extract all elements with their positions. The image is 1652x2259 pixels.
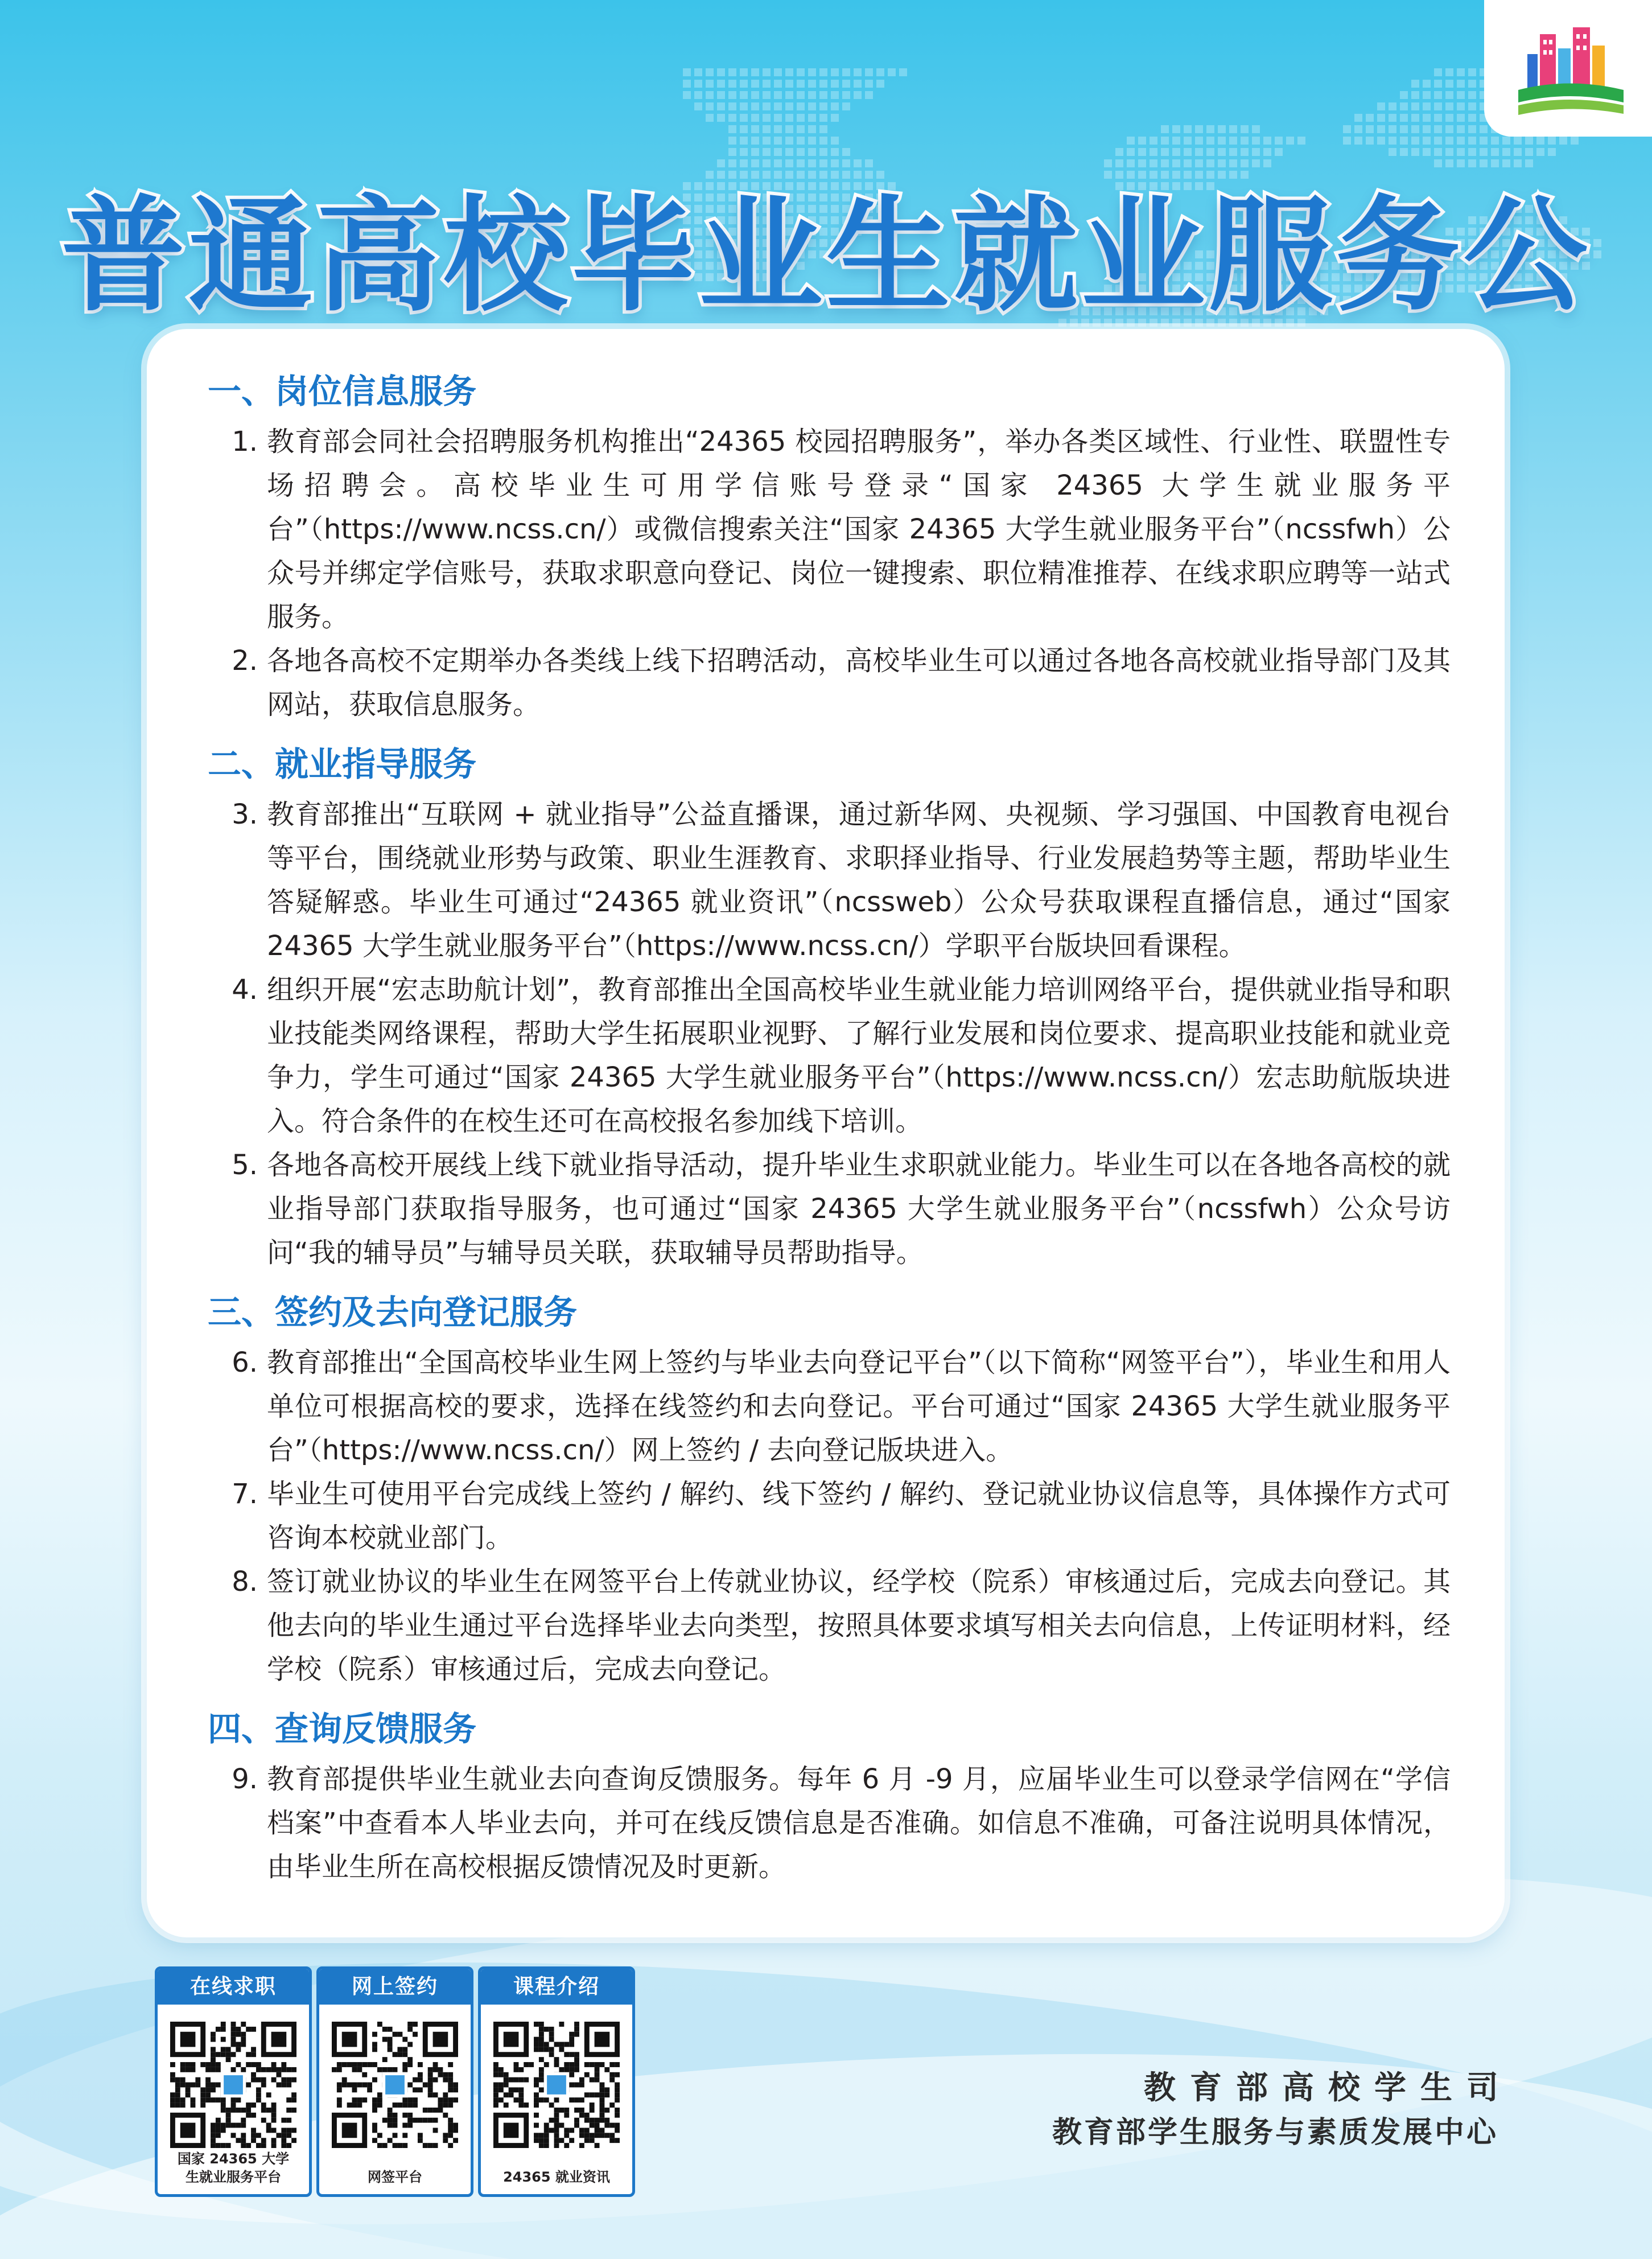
list-item [208,639,1451,727]
item-number: 4. [232,974,258,1006]
section-items [208,793,1451,1275]
item-text: 教育部会同社会招聘服务机构推出“24365 校园招聘服务”，举办各类区域性、行业性、联盟性专场招聘会。高校毕业生可用学信账号登录“国家 24365 大学生就业服务平台”（https://www.ncss.cn/）或微信搜索关注“国家 24365 大学生就业服务平台”（ncssfwh）公众号并绑定学信账号，获取求职意向登记、岗位一键搜索、职位精准推荐、在线求职应聘等一站式服务。 [267,426,1451,633]
page-title: 普通高校毕业生就业服务公 [61,184,1591,328]
section-heading: 二、就业指导服务 [208,744,477,784]
qr-panel-caption [481,2168,632,2186]
list-item [208,1472,1451,1560]
logo-badge [1484,0,1652,137]
item-number: 1. [232,426,258,458]
section-heading: 三、签约及去向登记服务 [208,1293,578,1332]
issuer-line-2: 教育部学生服务与素质发展中心 [1052,2116,1498,2150]
item-number: 3. [232,799,258,830]
list-item [208,793,1451,968]
section-items [208,420,1451,727]
announcement-card [147,329,1505,1937]
issuer-line-1: 教育部高校学生司 [1144,2069,1513,2106]
item-number: 8. [232,1566,258,1598]
list-item [208,1341,1451,1472]
qr-panel-course-intro[interactable] [478,1966,635,2197]
list-item [208,1143,1451,1275]
list-item [208,1560,1451,1692]
section-heading: 四、查询反馈服务 [208,1709,477,1748]
item-number: 6. [232,1347,258,1379]
item-number: 7. [232,1478,258,1510]
qr-panel-header: 在线求职 [158,1969,309,2005]
item-text: 教育部推出“全国高校毕业生网上签约与毕业去向登记平台”（以下简称“网签平台”），毕业生和用人单位可根据高校的要求，选择在线签约和去向登记。平台可通过“国家 24365 大学生就业服务平台”（https://www.ncss.cn/）网上签约 / 去向登记版块进入。 [267,1347,1451,1466]
qr-panel-online-job[interactable] [155,1966,312,2197]
qr-caption-line: 生就业服务平台 [186,2169,281,2185]
issuer-block [1052,2066,1513,2155]
list-item [208,420,1451,639]
qr-panel-caption [319,2168,471,2186]
list-item [208,1758,1451,1889]
item-number: 5. [232,1149,258,1181]
qr-panel-caption [158,2150,309,2186]
qr-code-icon[interactable] [332,2022,458,2148]
colorful-city-buildings-logo [1513,23,1626,120]
item-text: 毕业生可使用平台完成线上签约 / 解约、线下签约 / 解约、登记就业协议信息等，具体操作方式可咨询本校就业部门。 [267,1478,1451,1554]
qr-code-icon[interactable] [493,2022,620,2148]
qr-caption-line: 24365 就业资讯 [503,2169,610,2185]
qr-panel-online-signing[interactable] [316,1966,473,2197]
qr-panel-header: 网上签约 [319,1969,471,2005]
item-text: 教育部提供毕业生就业去向查询反馈服务。每年 6 月 -9 月，应届毕业生可以登录学信网在“学信档案”中查看本人毕业去向，并可在线反馈信息是否准确。如信息不准确，可备注说明具体情况，由毕业生所在高校根据反馈情况及时更新。 [267,1763,1451,1883]
qr-caption-line: 网签平台 [368,2169,422,2185]
section-heading: 一、岗位信息服务 [208,372,477,411]
section-items [208,1758,1451,1889]
list-item [208,968,1451,1143]
item-text: 各地各高校开展线上线下就业指导活动，提升毕业生求职就业能力。毕业生可以在各地各高校的就业指导部门获取指导服务，也可通过“国家 24365 大学生就业服务平台”（ncssfwh）公众号访问“我的辅导员”与辅导员关联，获取辅导员帮助指导。 [267,1149,1451,1269]
section-items [208,1341,1451,1692]
item-text: 教育部推出“互联网 + 就业指导”公益直播课，通过新华网、央视频、学习强国、中国教育电视台等平台，围绕就业形势与政策、职业生涯教育、求职择业指导、行业发展趋势等主题，帮助毕业生答疑解惑。毕业生可通过“24365 就业资讯”（ncssweb）公众号获取课程直播信息，通过“国家 24365 大学生就业服务平台”（https://www.ncss.cn/）学职平台版块回看课程。 [267,799,1451,962]
item-text: 各地各高校不定期举办各类线上线下招聘活动，高校毕业生可以通过各地各高校就业指导部门及其网站，获取信息服务。 [267,645,1451,721]
qr-code-icon[interactable] [170,2022,296,2148]
item-text: 签订就业协议的毕业生在网签平台上传就业协议，经学校（院系）审核通过后，完成去向登记。其他去向的毕业生通过平台选择毕业去向类型，按照具体要求填写相关去向信息，上传证明材料，经学校（院系）审核通过后，完成去向登记。 [267,1566,1451,1685]
item-text: 组织开展“宏志助航计划”，教育部推出全国高校毕业生就业能力培训网络平台，提供就业指导和职业技能类网络课程，帮助大学生拓展职业视野、了解行业发展和岗位要求、提高职业技能和就业竞争力，学生可通过“国家 24365 大学生就业服务平台”（https://www.ncss.cn/）宏志助航版块进入。符合条件的在校生还可在高校报名参加线下培训。 [267,974,1451,1137]
qr-caption-line: 国家 24365 大学 [177,2151,290,2167]
item-number: 2. [232,645,258,677]
qr-panel-header: 课程介绍 [481,1969,632,2005]
item-number: 9. [232,1763,258,1795]
